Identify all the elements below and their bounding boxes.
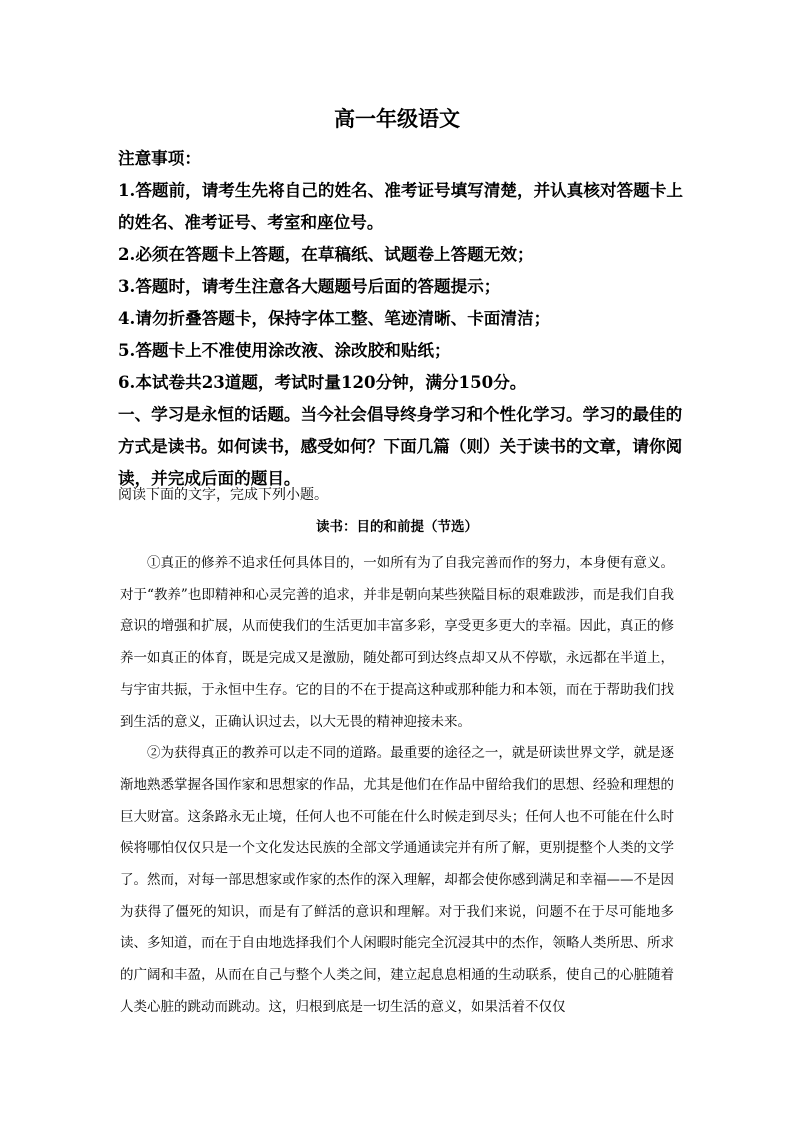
notice-item: 5.答题卡上不准使用涂改液、涂改胶和贴纸； <box>118 340 451 360</box>
article-paragraph: ①真正的修养不追求任何具体目的，一如所有为了自我完善而作的努力，本身便有意义。对于“教养”也即精神和心灵完善的追求，并非是朝向某些狭隘目标的艰难跋涉，而是我们自我意识的增强和扩展，从而使我们的生活更加丰富多彩，享受更多更大的幸福。因此，真正的修养一如真正的体育，既是完成又是激励，随处都可到达终点却又从不停歇，永远都在半道上，与宇宙共振，于永恒中生存。它的目的不在于提高这种或那种能力和本领，而在于帮助我们找到生活的意义，正确认识过去，以大无畏的精神迎接未来。 <box>120 555 674 730</box>
notice-item: 4.请勿折叠答题卡，保持字体工整、笔迹清晰、卡面清洁； <box>118 308 551 328</box>
notice-section <box>118 142 683 494</box>
article-title: 读书：目的和前提（节选） <box>316 519 478 535</box>
notice-item: 6.本试卷共23道题，考试时量120分钟，满分150分。 <box>118 372 527 392</box>
section-intro <box>118 398 683 494</box>
section-intro-line: 一、学习是永恒的话题。当今社会倡导终身学习和个性化学习。学习的最佳的 <box>118 404 683 424</box>
notice-item: 1.答题前，请考生先将自己的姓名、准考证号填写清楚，并认真核对答题卡上 <box>118 180 683 200</box>
article-body <box>120 548 674 1024</box>
section-intro-line: 方式是读书。如何读书，感受如何？下面几篇（则）关于读书的文章，请你阅 <box>118 436 683 456</box>
notice-item: 的姓名、准考证号、考室和座位号。 <box>118 212 384 232</box>
article-paragraph: ②为获得真正的教养可以走不同的道路。最重要的途径之一，就是研读世界文学，就是逐渐地熟悉掌握各国作家和思想家的作品，尤其是他们在作品中留给我们的思想、经验和理想的巨大财富。这条路永无止境，任何人也不可能在什么时候走到尽头；任何人也不可能在什么时候将哪怕仅仅只是一个文化发达民族的全部文学通通读完并有所了解，更别提整个人类的文学了。然而，对每一部思想家或作家的杰作的深入理解，却都会使你感到满足和幸福——不是因为获得了僵死的知识，而是有了鲜活的意识和理解。对于我们来说，问题不在于尽可能地多读、多知道，而在于自由地选择我们个人闲暇时能完全沉浸其中的杰作，领略人类所思、所求的广阔和丰盈，从而在自己与整个人类之间，建立起息息相通的生动联系，使自己的心脏随着人类心脏的跳动而跳动。这，归根到底是一切生活的意义，如果活着不仅仅 <box>120 745 674 1015</box>
section-intro-line: 读，并完成后面的题目。 <box>118 468 301 488</box>
reading-instruction: 阅读下面的文字，完成下列小题。 <box>118 487 328 503</box>
notice-heading: 注意事项： <box>118 148 201 168</box>
notice-item: 2.必须在答题卡上答题，在草稿纸、试题卷上答题无效； <box>118 244 534 264</box>
notice-item: 3.答题时，请考生注意各大题题号后面的答题提示； <box>118 276 501 296</box>
page-title: 高一年级语文 <box>334 106 460 131</box>
